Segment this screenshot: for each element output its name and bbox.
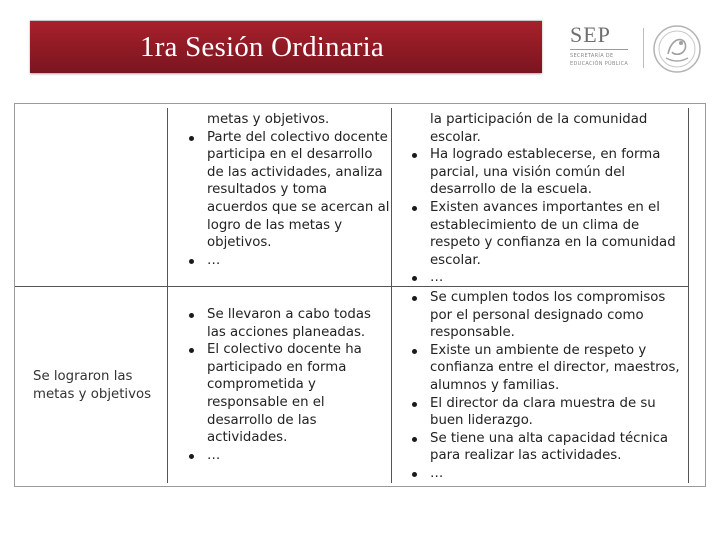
bullet-icon — [189, 348, 194, 353]
row1-col2 — [180, 111, 390, 269]
bullet-icon — [189, 313, 194, 318]
bullet-icon — [412, 276, 417, 281]
list-item: Existen avances importantes en el establecimiento de un clima de respeto y confianza en la comunidad escolar. — [403, 199, 687, 269]
criteria-table — [14, 103, 706, 487]
list-item: … — [403, 269, 687, 287]
list-item: Existe un ambiente de respeto y confianza entre el director, maestros, alumnos y familias. — [403, 342, 687, 395]
bullet-icon — [412, 472, 417, 477]
row2-label: Se lograron las metas y objetivos — [33, 369, 152, 402]
bullet-icon — [412, 153, 417, 158]
list-item: … — [180, 447, 390, 465]
bullet-icon — [412, 437, 417, 442]
row1-col3 — [403, 111, 687, 287]
row2-col3 — [403, 289, 687, 483]
list-item: El director da clara muestra de su buen liderazgo. — [403, 395, 687, 430]
list-item: Se cumplen todos los compromisos por el personal designado como responsable. — [403, 289, 687, 342]
title-banner — [30, 20, 542, 73]
logo-area — [548, 18, 720, 80]
sep-logo-rule — [570, 49, 628, 50]
row1-col3-lead: la participación de la comunidad escolar. — [430, 112, 648, 145]
bullet-icon — [412, 402, 417, 407]
bullet-icon — [189, 454, 194, 459]
bullet-icon — [189, 259, 194, 264]
list-item: El colectivo docente ha participado en forma comprometida y responsable en el desarrollo de las actividades. — [180, 341, 390, 447]
list-item: Se tiene una alta capacidad técnica para realizar las actividades. — [403, 430, 687, 465]
national-seal-icon — [652, 24, 702, 74]
bullet-icon — [412, 206, 417, 211]
row2-col2 — [180, 306, 390, 464]
table-divider-1 — [167, 108, 168, 483]
sep-logo-subtext: SECRETARÍA DE EDUCACIÓN PÚBLICA — [570, 53, 629, 67]
list-item: Ha logrado establecerse, en forma parcial, una visión común del desarrollo de la escuela. — [403, 146, 687, 199]
row1-col2-lead: metas y objetivos. — [207, 112, 330, 127]
bullet-icon — [412, 296, 417, 301]
slide-title: 1ra Sesión Ordinaria — [140, 31, 384, 63]
list-item: … — [180, 252, 390, 270]
table-divider-2 — [391, 108, 392, 483]
logo-divider — [643, 28, 644, 68]
table-divider-3 — [688, 108, 689, 483]
list-item: Se llevaron a cabo todas las acciones planeadas. — [180, 306, 390, 341]
bullet-icon — [412, 349, 417, 354]
list-item: … — [403, 465, 687, 483]
sep-logo-text: SEP — [570, 22, 611, 47]
list-item: Parte del colectivo docente participa en el desarrollo de las actividades, analiza resultados y toma acuerdos que se acercan al logro de las metas y objetivos. — [180, 129, 390, 252]
bullet-icon — [189, 136, 194, 141]
